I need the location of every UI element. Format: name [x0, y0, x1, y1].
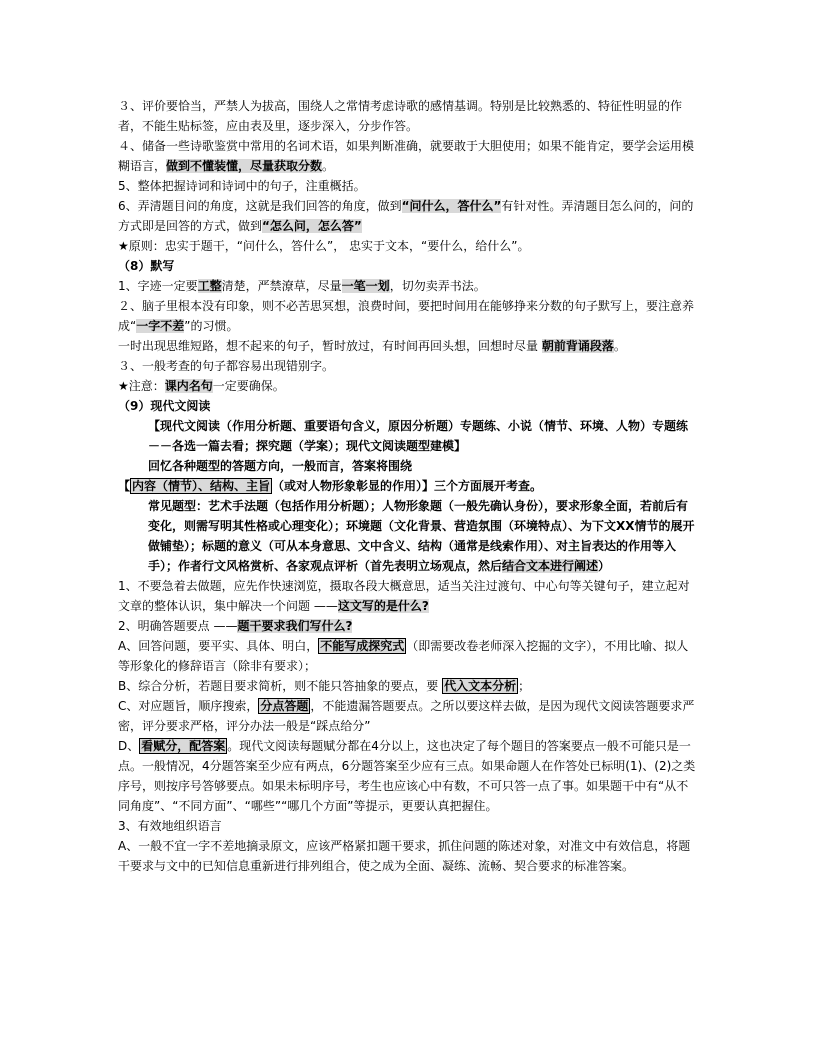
paragraph-item-d — [118, 736, 698, 816]
boxed-text: 分点答题 — [260, 699, 309, 713]
paragraph-recall — [118, 456, 698, 476]
text: ３、评价要恰当，严禁人为拔高，围绕人之常情考虑诗歌的感情基调。特别是比较熟悉的、特征性明显的作者，不能生贴标签，应由表及里，逐步深入，分步作答。 — [118, 99, 683, 133]
paragraph-angle — [118, 196, 698, 236]
text: 1、不要急着去做题，应先作快速浏览，摄取各段大概意思，适当关注过渡句、中心句等关键句子，建立起对文章的整体认识，集中解决一个问题 —— — [118, 579, 690, 613]
text: ２、脑子里根本没有印象，则不必苦思冥想，浪费时间，要把时间用在能够挣来分数的句子默写上，要注意养成“ — [118, 299, 695, 333]
text: 6、弄清题目问的角度，这就是我们回答的角度，做到 — [118, 199, 402, 213]
text: ，切勿卖弄书法。 — [389, 279, 486, 293]
paragraph-item-b — [118, 676, 698, 696]
text: ４、储备一些诗歌鉴赏中常用的名词术语，如果判断准确，就要敢于大胆使用；如果不能肯定，要学会运用模糊语言， — [118, 139, 695, 173]
heading-text: （8）默写 — [118, 259, 175, 273]
text: 。现代文阅读每题赋分都在4分以上，这也决定了每个题目的答案要点一般不可能只是一点。一般情况，4分题答案至少应有两点，6分题答案至少应有三点。如果命题人在作答处已标明(1)、(2)之类序号，则按序号答够要点。如果未标明序号，考生也应该心中有数，不可只答一点了事。如果题干中有“从不同角度”、“不同方面”、“哪些”“哪几个方面”等提示，更要认真把握住。 — [118, 739, 696, 813]
boxed-text: 看赋分，配答案 — [141, 739, 226, 753]
highlight-text: 这文写的是什么? — [337, 599, 429, 613]
paragraph-three-aspects — [118, 476, 698, 496]
text: D、 — [118, 739, 140, 753]
highlight-text: 题干要求我们写什么? — [237, 619, 353, 633]
section-heading-modern-reading — [118, 396, 698, 416]
text: C、对应题旨，顺序搜索， — [118, 699, 259, 713]
paragraph-memory — [118, 296, 698, 336]
paragraph-principle — [118, 236, 698, 256]
text: ，不能遗漏答题要点。之所以要这样去做，是因为现代文阅读答题要求严密，评分要求严格，评分办法一般是“踩点给分” — [118, 699, 695, 733]
highlight-text: “怎么问，怎么答” — [262, 219, 362, 233]
document-body — [118, 96, 698, 876]
highlight-text: 结合文本进行阐述 — [502, 559, 599, 573]
text: 【现代文阅读（作用分析题、重要语句含义，原因分析题）专题练、小说（情节、环境、人物）专题练－－各选一篇去看；探究题（学案）；现代文阅读题型建模】 — [148, 419, 689, 453]
paragraph-item-a — [118, 636, 698, 676]
text: 。 — [322, 159, 335, 173]
text: ３、一般考查的句子都容易出现错别字。 — [118, 359, 335, 373]
paragraph-no-copy — [118, 836, 698, 876]
paragraph-overall — [118, 176, 698, 196]
text: 1、字迹一定要 — [118, 279, 198, 293]
boxed-text: 代入文本分析 — [444, 679, 517, 693]
text: 【 — [118, 479, 131, 493]
text: ★原则：忠实于题干，“问什么，答什么”， 忠实于文本，“要什么，给什么”。 — [118, 239, 530, 253]
highlight-text: 朝前背诵段落 — [541, 339, 614, 353]
highlight-text: 做到不懂装懂，尽量获取分数 — [166, 159, 323, 173]
highlight-text: 一字不差 — [136, 319, 185, 333]
text: （即需要改卷老师深入挖掘的文字），不用比喻、拟人等形象化的修辞语言（除非有要求）； — [118, 639, 689, 673]
text: 回忆各种题型的答题方向，一般而言，答案将围绕 — [148, 459, 413, 473]
boxed-text: 内容（情节）、结构、主旨 — [132, 479, 271, 493]
paragraph-practice-list — [118, 416, 698, 456]
paragraph-skim — [118, 576, 698, 616]
text: ； — [518, 679, 531, 693]
section-heading-dictation — [118, 256, 698, 276]
paragraph-short-circuit — [118, 336, 698, 356]
paragraph-key-points — [118, 616, 698, 636]
text: 5、整体把握诗词和诗词中的句子，注重概括。 — [118, 179, 366, 193]
paragraph-item-c — [118, 696, 698, 736]
text: A、一般不宜一字不差地摘录原文，应该严格紧扣题干要求，抓住问题的陈述对象，对准文中有效信息，将题干要求与文中的已知信息重新进行排列组合，使之成为全面、凝练、流畅、契合要求的标准答案。 — [118, 839, 691, 873]
highlight-text: “问什么，答什么” — [401, 199, 502, 213]
highlight-text: 课内名句 — [164, 379, 213, 393]
highlight-text: 工整 — [197, 279, 222, 293]
text: （或对人物形象彰显的作用）】三个方面展开考查。 — [272, 479, 543, 493]
text: 一定要确保。 — [212, 379, 285, 393]
paragraph-organize-language — [118, 816, 698, 836]
paragraph-typos — [118, 356, 698, 376]
text: 。 — [613, 339, 626, 353]
paragraph-evaluate — [118, 96, 698, 136]
heading-text: （9）现代文阅读 — [118, 399, 211, 413]
text: ★注意： — [118, 379, 165, 393]
highlight-text: 一笔一划 — [341, 279, 390, 293]
text: ”的习惯。 — [184, 319, 239, 333]
text: 一时出现思维短路，想不起来的句子，暂时放过，有时间再回头想，回想时尽量 — [118, 339, 542, 353]
text: 3、有效地组织语言 — [118, 819, 222, 833]
paragraph-note — [118, 376, 698, 396]
text: ） — [598, 559, 611, 573]
text: 2、明确答题要点 —— — [118, 619, 238, 633]
text: 清楚，严禁潦草，尽量 — [221, 279, 342, 293]
paragraph-handwriting — [118, 276, 698, 296]
text: B、综合分析，若题目要求简析，则不能只答抽象的要点，要 — [118, 679, 443, 693]
paragraph-question-types — [118, 496, 698, 576]
paragraph-terms — [118, 136, 698, 176]
text: 常见题型：艺术手法题（包括作用分析题）；人物形象题（一般先确认身份），要求形象全面，若前后有变化，则需写明其性格或心理变化）；环境题（文化背景、营造氛围（环境特点）、为下文XX情节的展开做铺垫）；标题的意义（可从本身意思、文中含义、结构（通常是线索作用）、对主旨表达的作用等入手）；作者行文风格赏析、各家观点评析（首先表明立场观点，然后 — [148, 499, 695, 573]
text: 有针对性。弄清题目怎么问的，问的方式即是回答的方式，做到 — [118, 199, 694, 233]
text: A、回答问题，要平实、具体、明白， — [118, 639, 319, 653]
boxed-text: 不能写成探究式 — [320, 639, 405, 653]
